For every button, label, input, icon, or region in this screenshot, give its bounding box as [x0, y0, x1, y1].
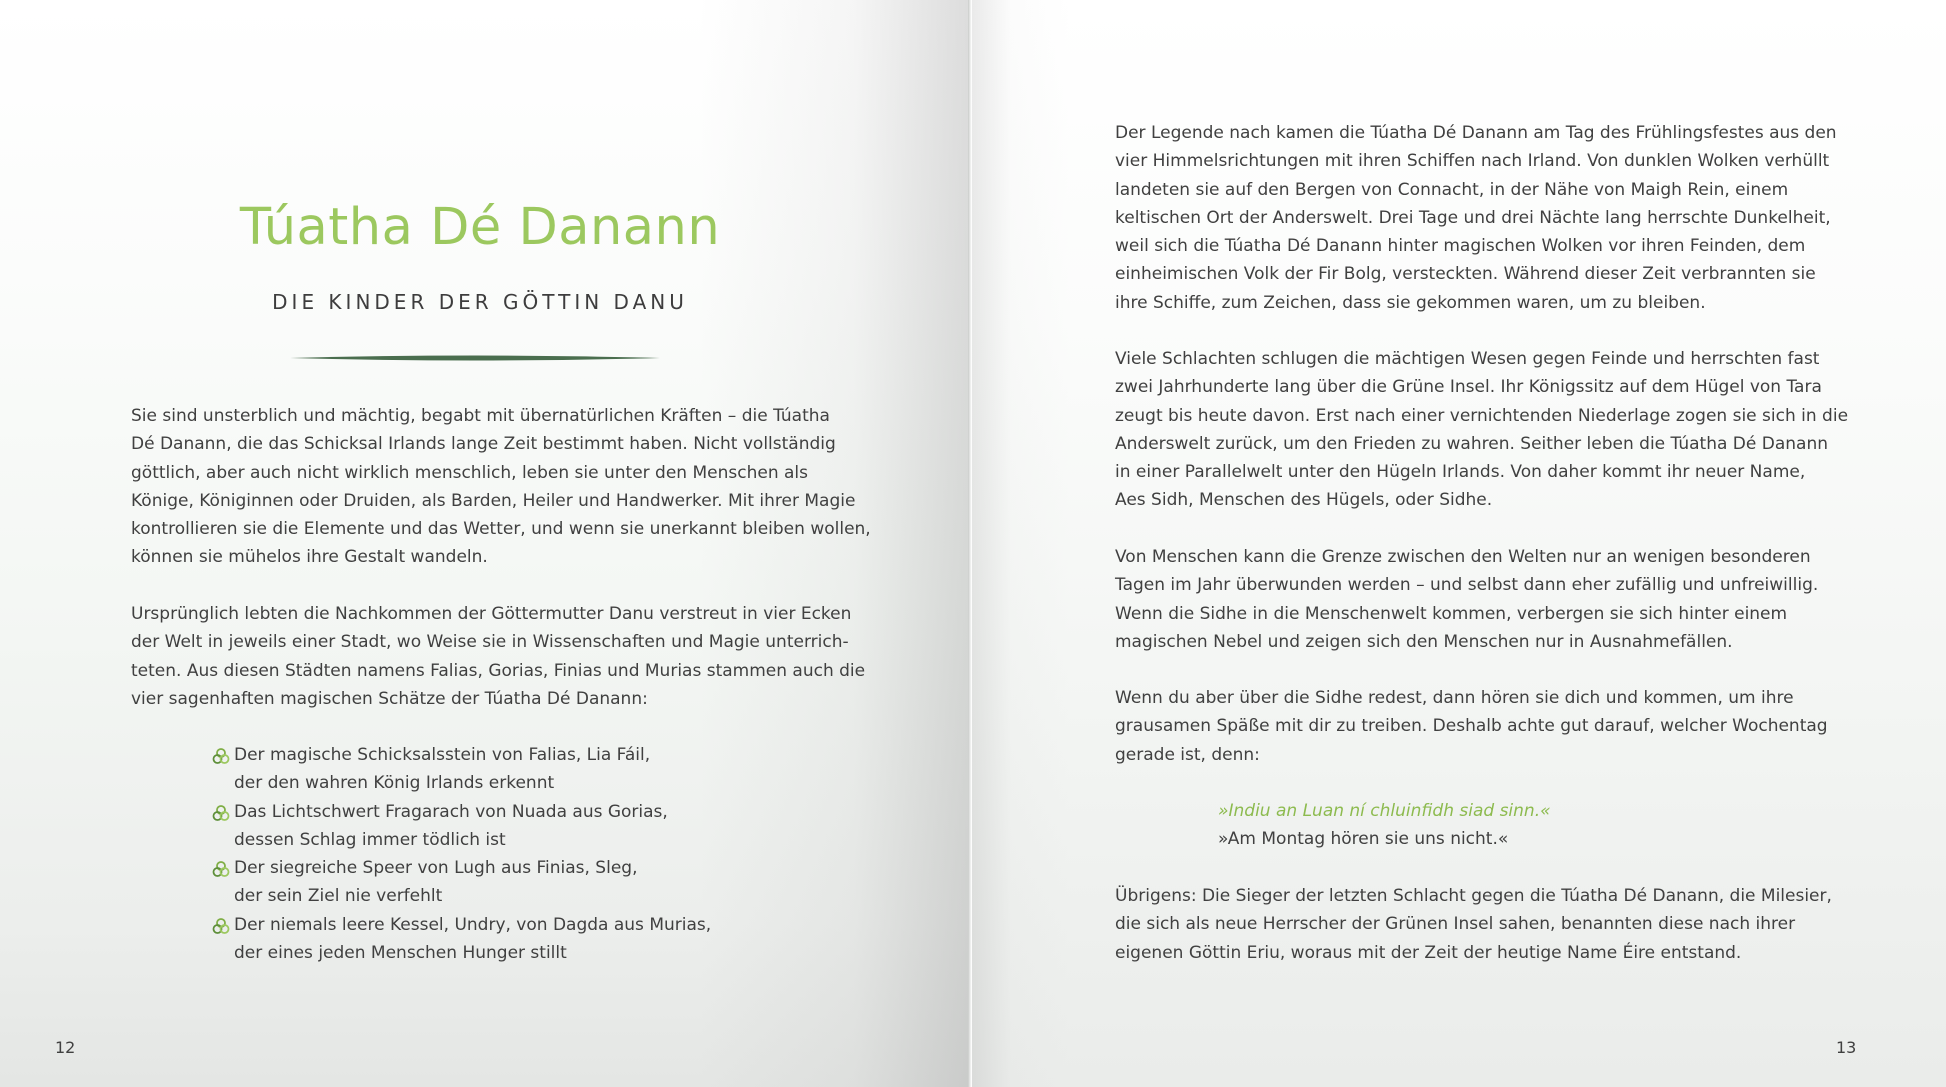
text-line: magischen Nebel und zeigen sich den Menschen nur in Ausnahmefällen.: [1115, 631, 1733, 652]
triquetra-bullet-icon: [212, 804, 230, 822]
quote-translation: »Am Montag hören sie uns nicht.«: [1218, 829, 1509, 850]
list-item: [212, 798, 711, 855]
text-line: Wenn die Sidhe in die Menschenwelt kommen, verbergen sie sich hinter einem: [1115, 603, 1788, 624]
intro-paragraph: [131, 402, 871, 572]
text-line: Tagen im Jahr überwunden werden – und selbst dann eher zufällig und unfreiwillig.: [1115, 575, 1819, 596]
text-line: vier Himmelsrichtungen mit ihren Schiffen nach Irland. Von dunklen Wolken verhüllt: [1115, 151, 1830, 172]
warning-paragraph: [1115, 684, 1828, 769]
list-item-line: Der niemals leere Kessel, Undry, von Dagda aus Murias,: [234, 914, 712, 935]
triquetra-bullet-icon: [212, 917, 230, 935]
text-line: gerade ist, denn:: [1115, 744, 1260, 765]
list-item: [212, 854, 711, 911]
text-line: Könige, Königinnen oder Druiden, als Barden, Heiler und Handwerker. Mit ihrer Magie: [131, 490, 856, 511]
triquetra-bullet-icon: [212, 747, 230, 765]
page-subtitle: DIE KINDER DER GÖTTIN DANU: [272, 290, 688, 314]
irish-quote: [1218, 797, 1551, 854]
text-line: Anderswelt zurück, um den Frieden zu wahren. Seither leben die Túatha Dé Danann: [1115, 433, 1828, 454]
treasure-list: [212, 741, 711, 967]
text-line: teten. Aus diesen Städten namens Falias, Gorias, Finias und Murias stammen auch die: [131, 660, 866, 681]
right-page: [972, 0, 1946, 1087]
text-line: in einer Parallelwelt unter den Hügeln Irlands. Von daher kommt ihr neuer Name,: [1115, 462, 1806, 483]
title-divider: [290, 354, 660, 362]
list-item-line: dessen Schlag immer tödlich ist: [234, 829, 506, 850]
origin-paragraph: [131, 600, 865, 713]
text-line: eigenen Göttin Eriu, woraus mit der Zeit der heutige Name Éire entstand.: [1115, 942, 1742, 963]
text-line: zwei Jahrhunderte lang über die Grüne Insel. Ihr Königssitz auf dem Hügel von Tara: [1115, 377, 1822, 398]
list-item-line: Der magische Schicksalsstein von Falias, Lia Fáil,: [234, 745, 651, 765]
list-item-line: Das Lichtschwert Fragarach von Nuada aus Gorias,: [234, 801, 668, 822]
left-page: [0, 0, 970, 1087]
list-item: [212, 741, 711, 798]
text-line: der Welt in jeweils einer Stadt, wo Weise sie in Wissenschaften und Magie unterrich-: [131, 632, 849, 653]
text-line: Von Menschen kann die Grenze zwischen den Welten nur an wenigen besonderen: [1115, 547, 1811, 567]
legend-paragraph: [1115, 119, 1837, 317]
text-line: die sich als neue Herrscher der Grünen Insel sahen, benannten diese nach ihrer: [1115, 914, 1796, 935]
text-line: göttlich, aber auch nicht wirklich menschlich, leben sie unter den Menschen als: [131, 462, 809, 483]
text-line: können sie mühelos ihre Gestalt wandeln.: [131, 547, 488, 568]
text-line: kontrollieren sie die Elemente und das Wetter, und wenn sie unerkannt bleiben wollen,: [131, 519, 871, 540]
text-line: landeten sie auf den Bergen von Connacht, in der Nähe von Maigh Rein, einem: [1115, 179, 1789, 200]
text-line: zeugt bis heute davon. Erst nach einer vernichtenden Niederlage zogen sie sich in die: [1115, 405, 1849, 426]
text-line: Aes Sidh, Menschen des Hügels, oder Sidhe.: [1115, 490, 1493, 511]
text-line: ihre Schiffe, zum Zeichen, dass sie gekommen waren, um zu bleiben.: [1115, 292, 1706, 313]
list-item-line: der den wahren König Irlands erkennt: [234, 773, 555, 794]
list-item-line: Der siegreiche Speer von Lugh aus Finias, Sleg,: [234, 858, 638, 879]
closing-paragraph: [1115, 882, 1832, 967]
text-line: vier sagenhaften magischen Schätze der Túatha Dé Danann:: [131, 688, 648, 709]
triquetra-bullet-icon: [212, 860, 230, 878]
text-line: Viele Schlachten schlugen die mächtigen Wesen gegen Feinde und herrschten fast: [1115, 349, 1820, 369]
list-item-line: der sein Ziel nie verfehlt: [234, 886, 443, 907]
list-item-line: der eines jeden Menschen Hunger stillt: [234, 943, 567, 964]
battles-paragraph: [1115, 345, 1848, 515]
text-line: einheimischen Volk der Fir Bolg, versteckten. Während dieser Zeit verbrannten sie: [1115, 264, 1816, 285]
text-line: Der Legende nach kamen die Túatha Dé Danann am Tag des Frühlingsfestes aus den: [1115, 123, 1837, 143]
text-line: grausamen Späße mit dir zu treiben. Deshalb achte gut darauf, welcher Wochentag: [1115, 716, 1828, 737]
quote-irish: »Indiu an Luan ní chluinfidh siad sinn.«: [1218, 801, 1551, 821]
text-line: keltischen Ort der Anderswelt. Drei Tage und drei Nächte lang herrschte Dunkelheit,: [1115, 207, 1831, 228]
text-line: Ursprünglich lebten die Nachkommen der Göttermutter Danu verstreut in vier Ecken: [131, 604, 852, 624]
text-line: Wenn du aber über die Sidhe redest, dann hören sie dich und kommen, um ihre: [1115, 688, 1794, 708]
text-line: Übrigens: Die Sieger der letzten Schlacht gegen die Túatha Dé Danann, die Milesier,: [1115, 886, 1832, 906]
border-paragraph: [1115, 543, 1818, 656]
list-item: [212, 911, 711, 968]
page-number-left: 12: [55, 1038, 76, 1057]
text-line: weil sich die Túatha Dé Danann hinter magischen Wolken vor ihren Feinden, dem: [1115, 236, 1806, 257]
text-line: Dé Danann, die das Schicksal Irlands lange Zeit bestimmt haben. Nicht vollständig: [131, 434, 836, 455]
text-line: Sie sind unsterblich und mächtig, begabt mit übernatürlichen Kräften – die Túatha: [131, 406, 830, 426]
page-number-right: 13: [1836, 1038, 1857, 1057]
page-title: Túatha Dé Danann: [239, 198, 721, 257]
